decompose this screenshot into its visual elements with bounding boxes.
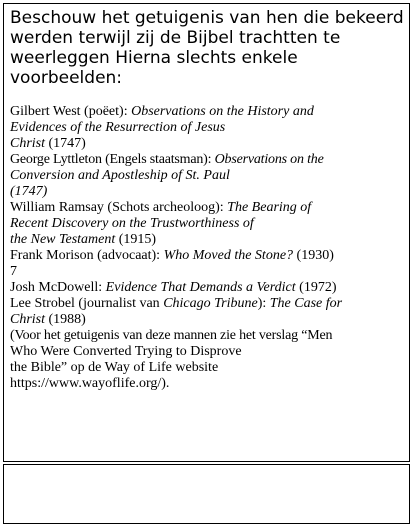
author-west: Gilbert West (poëet):: [10, 104, 132, 119]
heading-line: werden terwijl zij de Bijbel trachtten te: [10, 28, 341, 48]
footnote-line: the Bible” op de Way of Life website: [10, 360, 219, 375]
year: (1747): [10, 184, 48, 199]
year: (1988): [45, 312, 86, 327]
footnote-line: Who Were Converted Trying to Disprove: [10, 344, 242, 359]
newspaper-name: Chicago Tribune: [163, 296, 258, 311]
book-title: Recent Discovery on the Trustworthiness of: [10, 216, 254, 231]
list-item-morison: [10, 248, 408, 264]
stray-number: 7: [10, 264, 17, 279]
converts-list: [10, 104, 408, 392]
book-title: Observations on the: [214, 152, 324, 167]
book-title: Christ: [10, 136, 46, 151]
book-title: Who Moved the Stone?: [163, 248, 294, 263]
footnote-url: https://www.wayoflife.org/).: [10, 376, 170, 391]
author-lyttleton: George Lyttleton (Engels staatsman):: [10, 152, 215, 167]
book-title: the New Testament: [10, 232, 116, 247]
heading-line: voorbeelden:: [10, 68, 123, 88]
book-title: Christ: [10, 312, 46, 327]
list-item-mcdowell: [10, 280, 408, 296]
book-title: Observations on the History and: [131, 104, 314, 119]
year: (1747): [45, 136, 86, 151]
heading-line: weerleggen Hierna slechts enkele: [10, 48, 298, 68]
list-item-strobel: Lee Strobel (journalist van Chicago Tribune): The Case for: [10, 296, 343, 311]
footnote-line: (Voor het getuigenis van deze mannen zie het verslag “Men: [10, 328, 333, 343]
list-item-lyttleton: [10, 152, 408, 168]
book-title: The Case for: [269, 296, 343, 311]
author-strobel: Lee Strobel (journalist van: [10, 296, 164, 311]
list-item-ramsay: [10, 200, 408, 216]
empty-lower-box: [3, 464, 410, 524]
book-title: Evidences of the Resurrection of Jesus: [10, 120, 226, 135]
list-item-west: [10, 104, 408, 120]
author-morison: Frank Morison (advocaat):: [10, 248, 164, 263]
book-title: Conversion and Apostleship of St. Paul: [10, 168, 230, 183]
author-mcdowell: Josh McDowell:: [10, 280, 106, 295]
year: (1930): [293, 248, 334, 263]
year: (1915): [115, 232, 157, 247]
book-title: Evidence That Demands a Verdict: [105, 280, 296, 295]
book-title: The Bearing of: [227, 200, 312, 215]
author-ramsay: William Ramsay (Schots archeoloog):: [10, 200, 228, 215]
heading-line: Beschouw het getuigenis van hen die bekeerd: [10, 8, 404, 28]
year: (1972): [295, 280, 337, 295]
heading: [10, 8, 408, 88]
